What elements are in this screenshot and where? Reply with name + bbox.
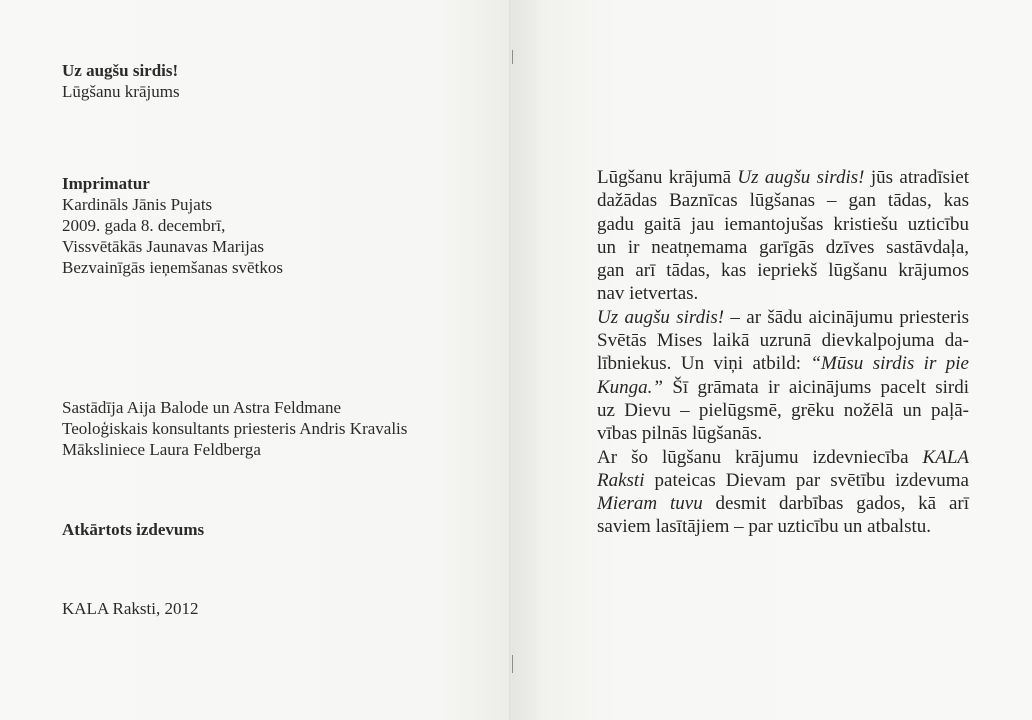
- credit-line: Māksliniece Laura Feldberga: [62, 440, 261, 459]
- book-subtitle: Lūgšanu krājums: [62, 82, 180, 101]
- left-page: [0, 0, 512, 720]
- foreword-paragraph-3: [597, 446, 969, 539]
- credits-block: [62, 397, 407, 460]
- publisher-note: [62, 598, 198, 619]
- text-line: un ir neatņemama garīgās dzīves sastāvdaļa,: [597, 236, 969, 258]
- edition-note: [62, 519, 204, 540]
- text-line: Kunga.” Šī grāmata ir aicinājums pacelt sirdi: [597, 376, 969, 398]
- text-line: gan arī tādas, kas iepriekš lūgšanu krājumos: [597, 260, 969, 282]
- imprimatur-line: Bezvainīgās ieņemšanas svētkos: [62, 258, 283, 277]
- scan-mark: [512, 50, 513, 64]
- imprimatur-heading: Imprimatur: [62, 174, 150, 193]
- title-block: [62, 60, 180, 102]
- foreword-text: [597, 166, 969, 539]
- credit-line: Sastādīja Aija Balode un Astra Feldmane: [62, 398, 342, 417]
- text-line: Ar šo lūgšanu krājumu izdevniecība KALA: [597, 446, 969, 468]
- text-line: Raksti pateicas Dievam par svētību izdevuma: [597, 469, 969, 491]
- credit-line: Teoloģiskais konsultants priesteris Andris Kravalis: [62, 419, 408, 438]
- imprimatur-line: Kardināls Jānis Pujats: [62, 195, 213, 214]
- text-line: uz Dievu – pielūgsmē, grēku nožēlā un paļā-: [597, 399, 969, 421]
- imprimatur-block: [62, 173, 283, 278]
- text-line: dažādas Baznīcas lūgšanas – gan tādas, kas: [597, 190, 969, 212]
- text-line: Uz augšu sirdis! – ar šādu aicinājumu priesteris: [597, 306, 969, 328]
- text-line: nav ietvertas.: [597, 283, 699, 305]
- text-line: Svētās Mises laikā uzrunā dievkalpojuma da-: [597, 330, 969, 352]
- text-line: Lūgšanu krājumā Uz augšu sirdis! jūs atradīsiet: [597, 167, 970, 188]
- book-title: Uz augšu sirdis!: [62, 61, 179, 80]
- imprimatur-line: Vissvētākās Jaunavas Marijas: [62, 237, 264, 256]
- scan-mark: [512, 655, 513, 673]
- foreword-paragraph-2: [597, 306, 969, 446]
- text-line: vības pilnās lūgšanās.: [597, 423, 763, 445]
- text-line: saviem lasītājiem – par uzticību un atbalstu.: [597, 516, 931, 538]
- foreword-paragraph-1: [597, 166, 969, 306]
- publisher-line: KALA Raksti, 2012: [62, 599, 199, 618]
- edition-label: Atkārtots izdevums: [62, 520, 205, 539]
- text-line: Mieram tuvu desmit darbības gados, kā arī: [597, 493, 969, 515]
- imprimatur-line: 2009. gada 8. decembrī,: [62, 216, 226, 235]
- text-line: gadu gaitā jau iemantojušas kristiešu uzticību: [597, 213, 969, 235]
- text-line: lībniekus. Un viņi atbild: “Mūsu sirdis ir pie: [597, 353, 969, 375]
